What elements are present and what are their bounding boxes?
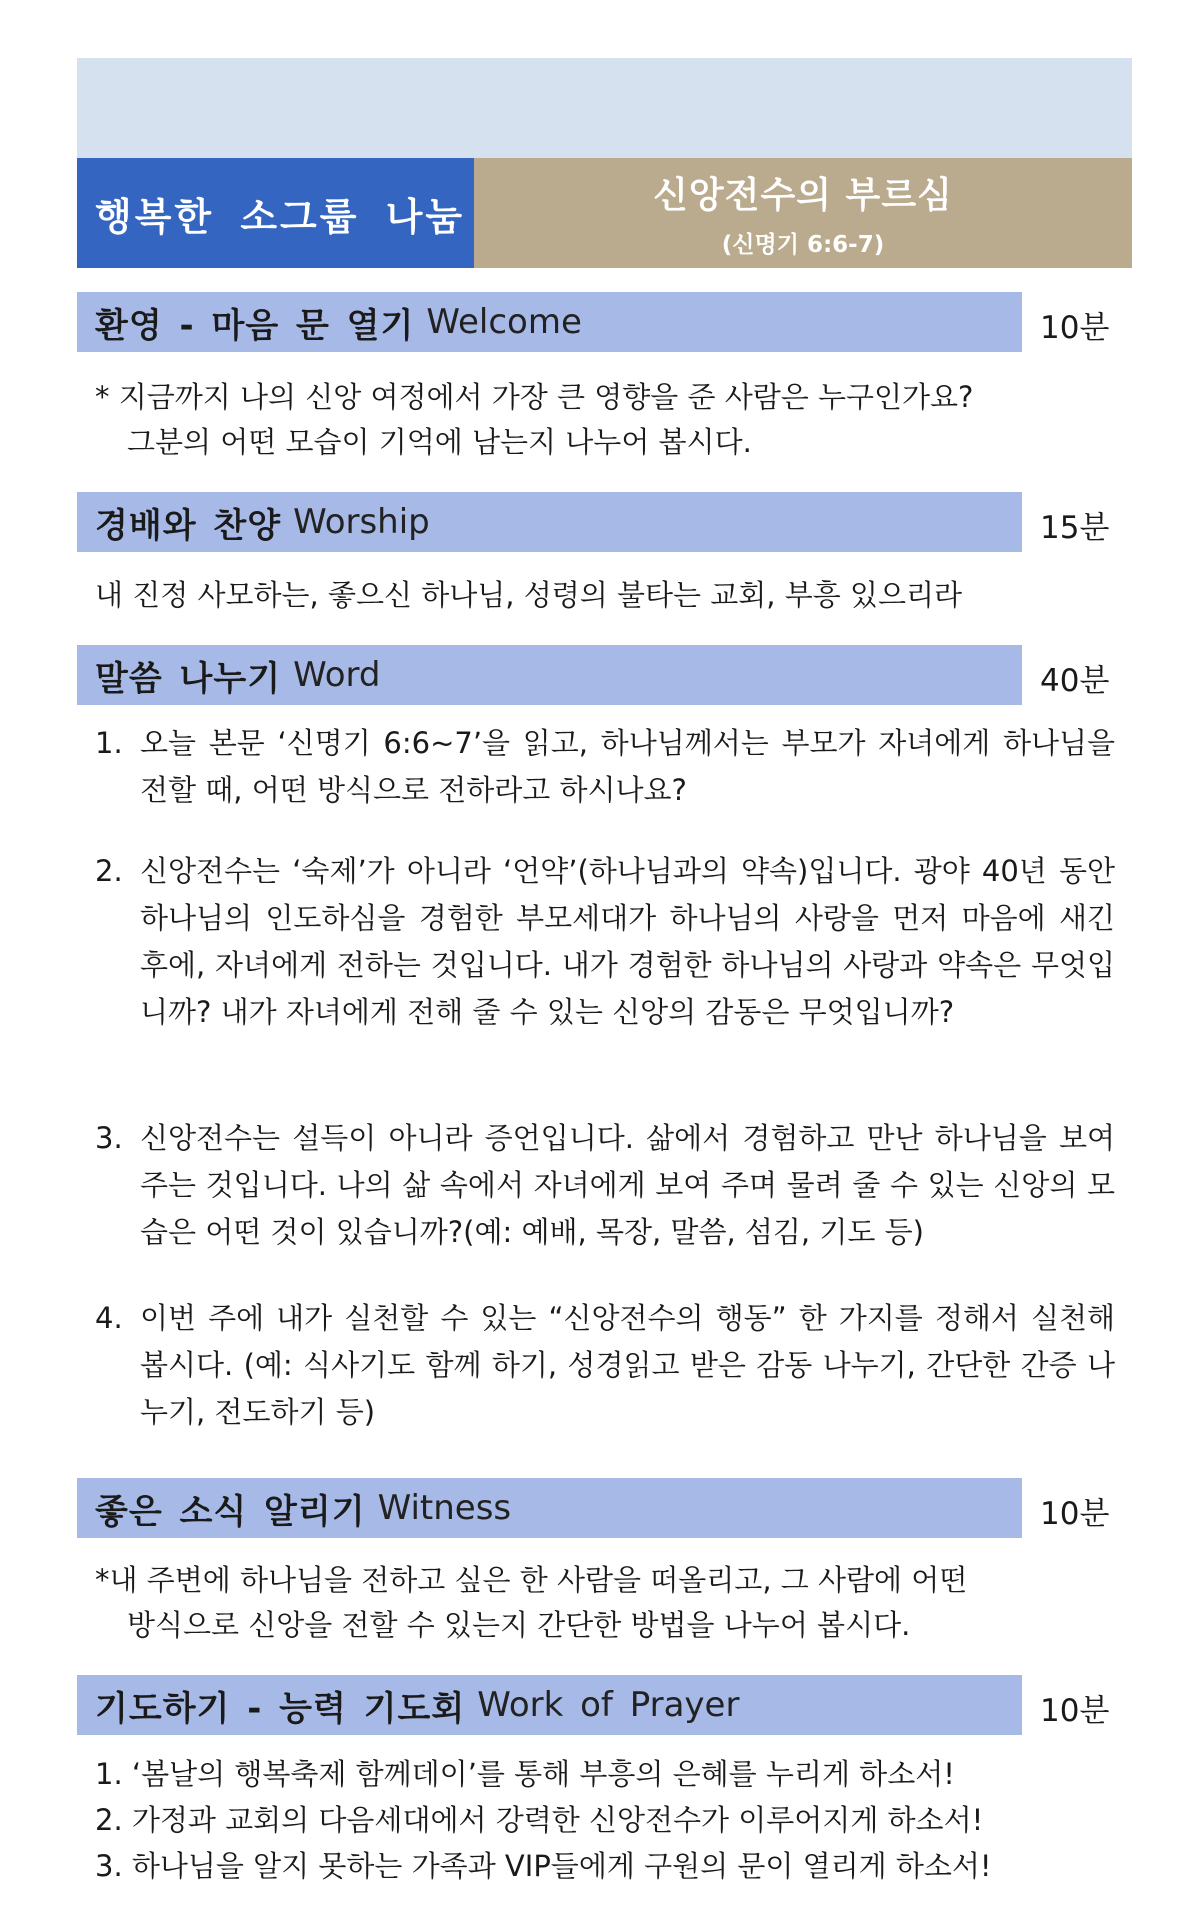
lesson-reference: (신명기 6:6-7) [721, 232, 885, 258]
prayer-item: 1. ‘봄날의 행복축제 함께데이’를 통해 부흥의 은혜를 누리게 하소서! [95, 1757, 955, 1791]
item-number: 4. [95, 1301, 123, 1335]
section-prayer-header [77, 1675, 1022, 1735]
lesson-title-box [474, 158, 1132, 268]
section-title-ko: 말씀 나누기 [95, 658, 282, 699]
section-title-en: Work of Prayer [477, 1685, 740, 1725]
item-number: 2. [95, 854, 123, 888]
section-title-ko: 좋은 소식 알리기 [95, 1491, 366, 1532]
section-title-ko: 기도하기 - 능력 기도회 [95, 1688, 466, 1729]
section-witness-header [77, 1478, 1022, 1538]
section-worship-header [77, 492, 1022, 552]
prayer-item: 3. 하나님을 알지 못하는 가족과 VIP들에게 구원의 문이 열리게 하소서! [95, 1849, 992, 1883]
section-title-en: Witness [377, 1488, 512, 1528]
section-title-en: Worship [293, 502, 430, 542]
word-question-item [95, 1295, 1115, 1436]
header-band [77, 58, 1132, 158]
witness-prompt-line: *내 주변에 하나님을 전하고 싶은 한 사람을 떠올리고, 그 사람에 어떤 [95, 1563, 968, 1597]
word-question-item [95, 1115, 1115, 1256]
section-word-header [77, 645, 1022, 705]
section-time: 10분 [1040, 1496, 1110, 1532]
lesson-title: 신앙전수의 부르심 [653, 175, 953, 216]
welcome-question-line: * 지금까지 나의 신앙 여정에서 가장 큰 영향을 준 사람은 누구인가요? [95, 380, 974, 414]
item-text: 신앙전수는 ‘숙제’가 아니라 ‘언약’(하나님과의 약속)입니다. 광야 40년 동안 하나님의 인도하심을 경험한 부모세대가 하나님의 사랑을 먼저 마음에 새긴 후에, 자녀에게 전하는 것입니다. 내가 경험한 하나님의 사랑과 약속은 무엇입니까? 내가 자녀에게 전해 줄 수 있는 신앙의 감동은 무엇입니까? [140, 854, 1115, 1029]
item-number: 3. [95, 1121, 123, 1155]
section-welcome-header [77, 292, 1022, 352]
section-title-ko: 환영 - 마음 문 열기 [95, 305, 415, 346]
section-time: 40분 [1040, 663, 1110, 699]
word-question-item [95, 720, 1115, 814]
section-time: 15분 [1040, 510, 1110, 546]
worship-song-list: 내 진정 사모하는, 좋으신 하나님, 성령의 불타는 교회, 부흥 있으리라 [95, 578, 962, 612]
section-time: 10분 [1040, 310, 1110, 346]
section-title-en: Welcome [426, 302, 582, 342]
witness-prompt-line: 방식으로 신앙을 전할 수 있는지 간단한 방법을 나누어 봅시다. [127, 1608, 911, 1642]
item-text: 신앙전수는 설득이 아니라 증언입니다. 삶에서 경험하고 만난 하나님을 보여주는 것입니다. 나의 삶 속에서 자녀에게 보여 주며 물려 줄 수 있는 신앙의 모습은 어떤 것이 있습니까?(예: 예배, 목장, 말씀, 섬김, 기도 등) [140, 1121, 1115, 1249]
item-text: 오늘 본문 ‘신명기 6:6~7’을 읽고, 하나님께서는 부모가 자녀에게 하나님을 전할 때, 어떤 방식으로 전하라고 하시나요? [140, 726, 1115, 807]
section-title-ko: 경배와 찬양 [95, 505, 282, 546]
prayer-item: 2. 가정과 교회의 다음세대에서 강력한 신앙전수가 이루어지게 하소서! [95, 1803, 984, 1837]
section-time: 10분 [1040, 1693, 1110, 1729]
section-title-en: Word [293, 655, 381, 695]
item-text: 이번 주에 내가 실천할 수 있는 “신앙전수의 행동” 한 가지를 정해서 실천해 봅시다. (예: 식사기도 함께 하기, 성경읽고 받은 감동 나누기, 간단한 간증 나누기, 전도하기 등) [140, 1301, 1115, 1429]
word-question-item [95, 848, 1115, 1036]
item-number: 1. [95, 726, 123, 760]
group-title: 행복한 소그룹 나눔 [77, 158, 474, 268]
welcome-question-line: 그분의 어떤 모습이 기억에 남는지 나누어 봅시다. [127, 425, 752, 459]
